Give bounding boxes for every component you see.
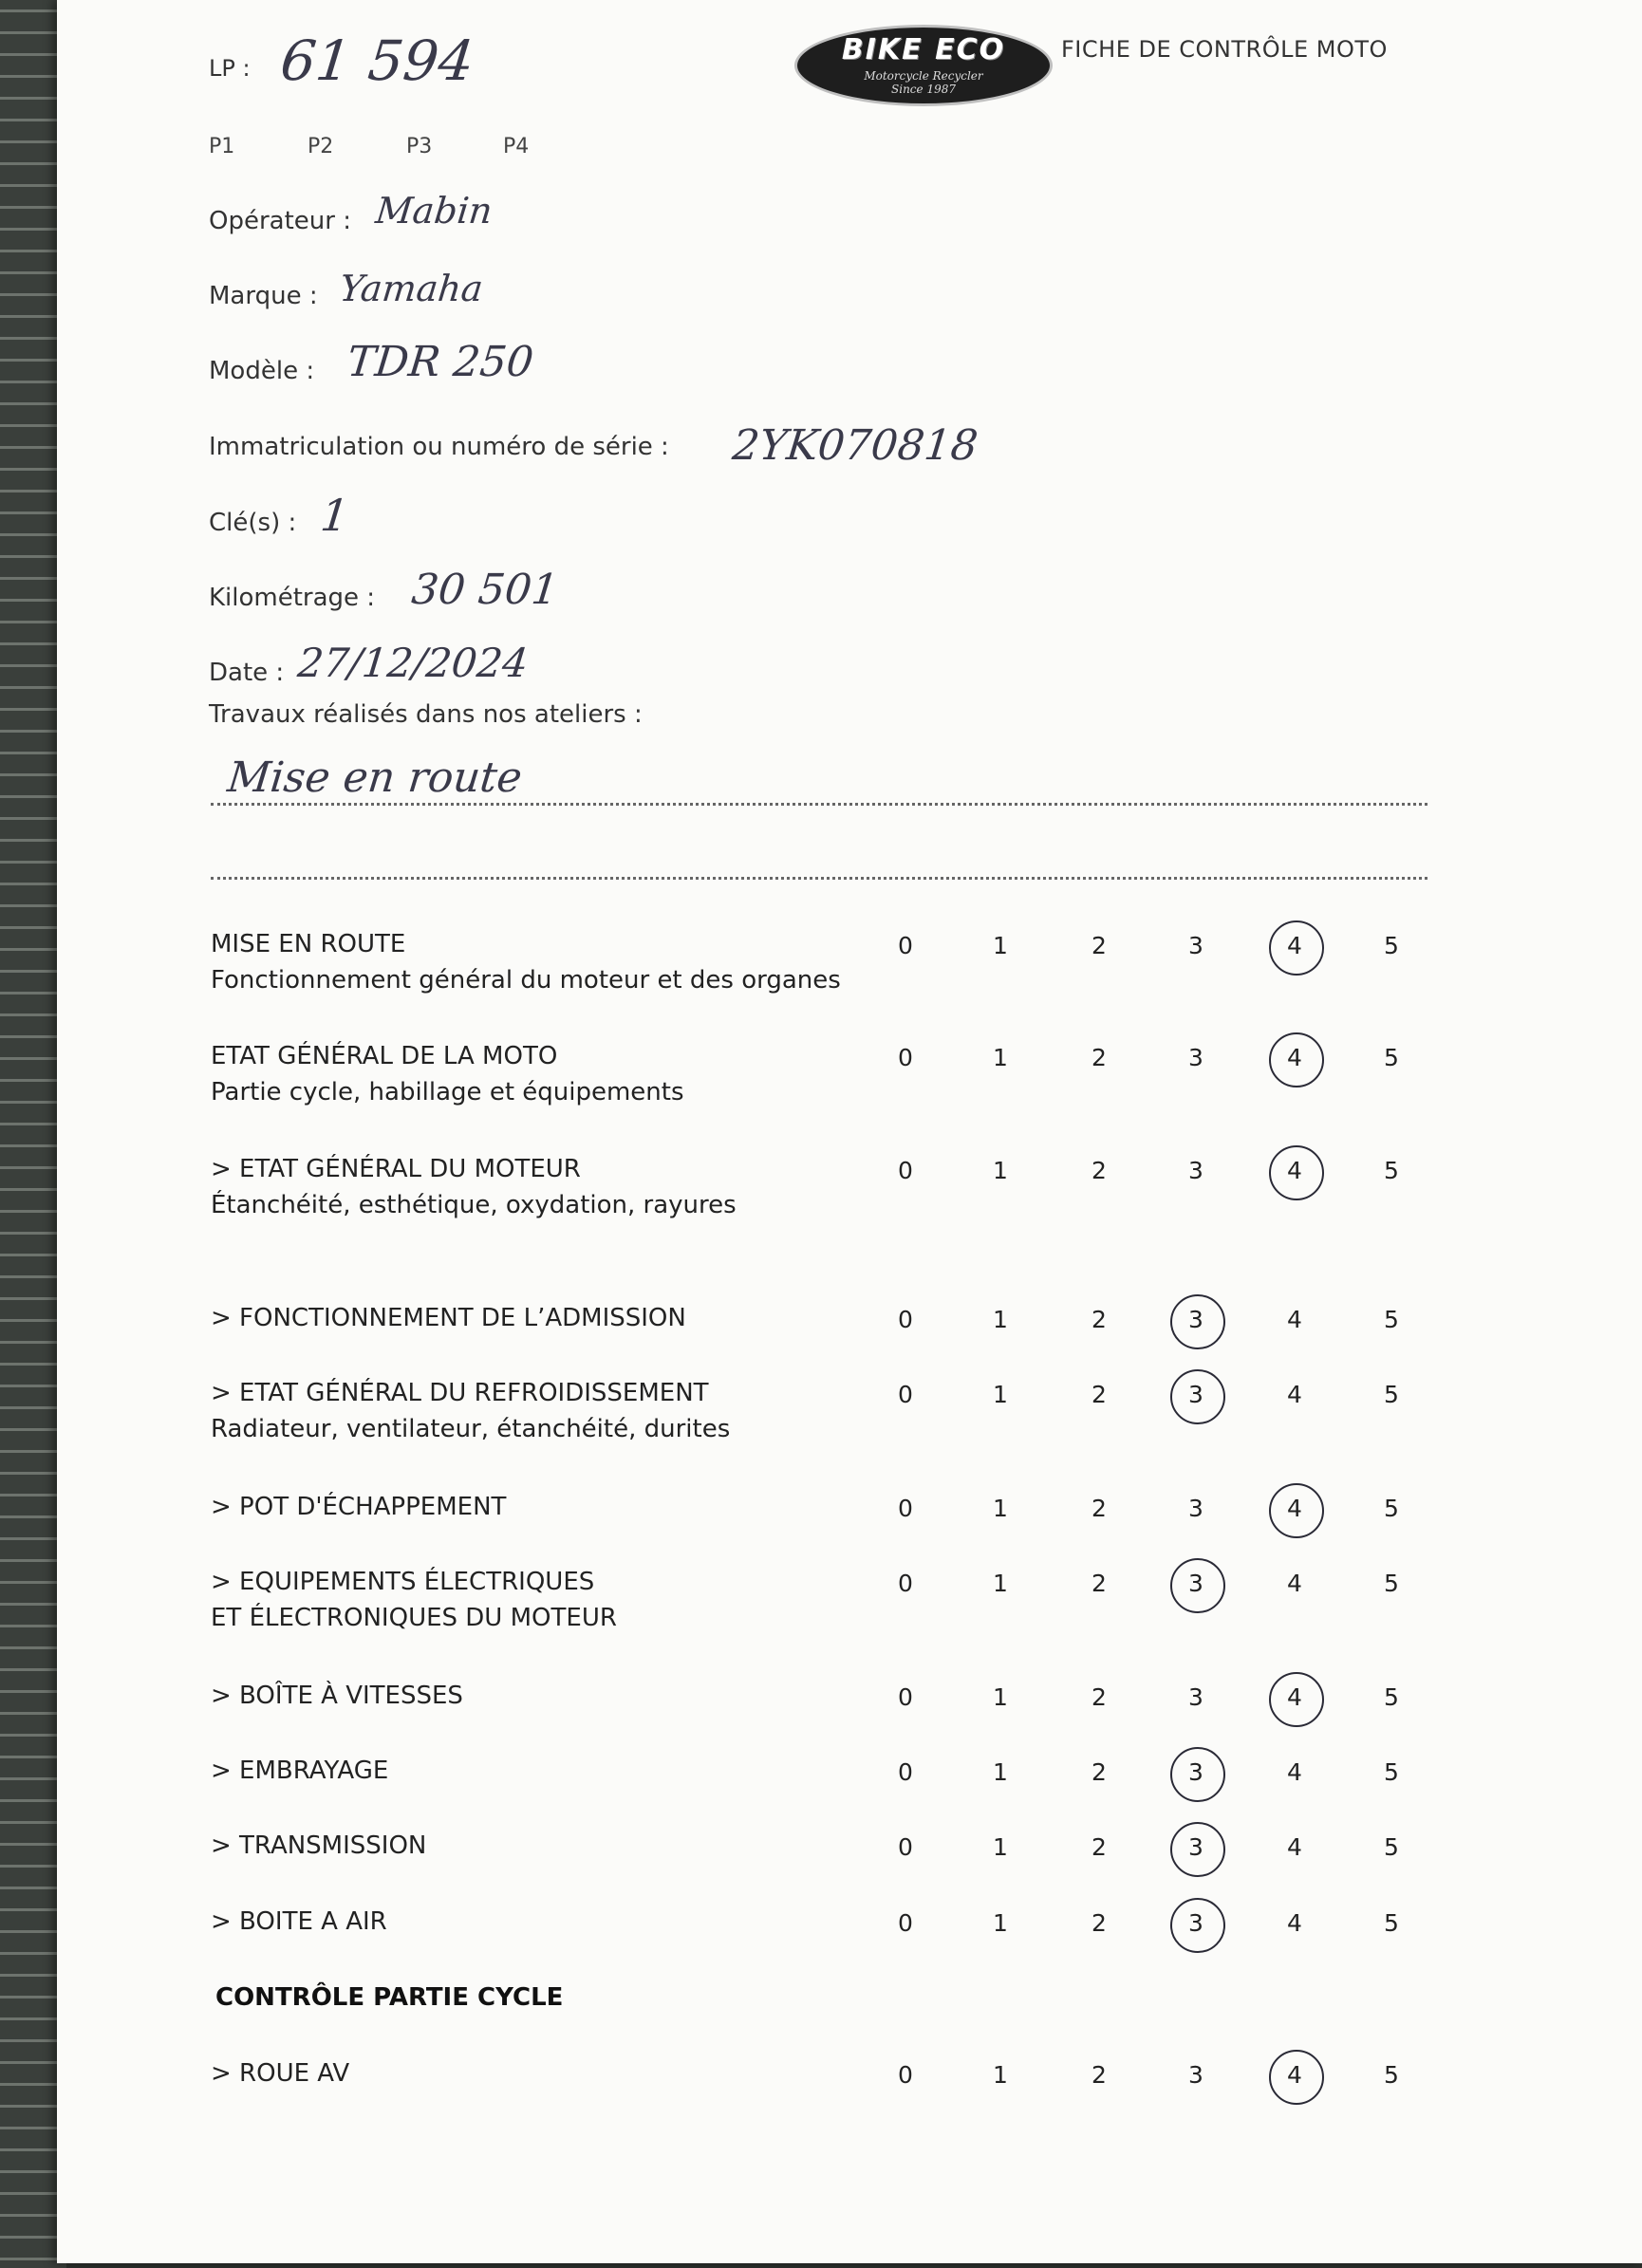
mileage-label: Kilométrage : [209, 584, 376, 612]
position-p4: P4 [503, 135, 530, 158]
score-option-5[interactable]: 5 [1384, 1758, 1399, 1786]
score-option-3[interactable]: 3 [1188, 932, 1204, 959]
score-option-2[interactable]: 2 [1092, 1381, 1107, 1408]
logo-tagline: Motorcycle Recycler [864, 69, 983, 83]
score-option-4[interactable]: 4 [1287, 1157, 1302, 1184]
rating-row-title: > BOITE A AIR [211, 1907, 387, 1936]
rating-row-title: > ETAT GÉNÉRAL DU MOTEUR [211, 1155, 581, 1183]
score-option-4[interactable]: 4 [1287, 1381, 1302, 1408]
selected-score-circle [1269, 2050, 1324, 2105]
works-label: Travaux réalisés dans nos ateliers : [209, 700, 643, 729]
score-option-4[interactable]: 4 [1287, 1909, 1302, 1937]
score-option-4[interactable]: 4 [1287, 1758, 1302, 1786]
date-value: 27/12/2024 [295, 640, 531, 686]
selected-score-circle [1269, 1483, 1324, 1538]
selected-score-circle [1269, 920, 1324, 976]
lp-label: LP : [209, 55, 251, 82]
works-value: Mise en route [225, 753, 525, 802]
rating-row-title: > BOÎTE À VITESSES [211, 1682, 463, 1710]
score-option-2[interactable]: 2 [1092, 1683, 1107, 1711]
brand-label: Marque : [209, 282, 318, 310]
rating-row-title: ETAT GÉNÉRAL DE LA MOTO [211, 1042, 558, 1070]
registration-value: 2YK070818 [730, 421, 980, 470]
brand-value: Yamaha [337, 268, 485, 309]
score-option-5[interactable]: 5 [1384, 1381, 1399, 1408]
section-heading-partie-cycle: CONTRÔLE PARTIE CYCLE [215, 1983, 564, 2012]
lp-value: 61 594 [277, 28, 477, 93]
rating-row-subtitle: ET ÉLECTRONIQUES DU MOTEUR [211, 1604, 617, 1632]
score-option-3[interactable]: 3 [1188, 1157, 1204, 1184]
score-option-0[interactable]: 0 [898, 1044, 913, 1071]
score-option-0[interactable]: 0 [898, 1683, 913, 1711]
score-option-1[interactable]: 1 [993, 1570, 1008, 1597]
selected-score-circle [1269, 1032, 1324, 1088]
selected-score-circle [1170, 1822, 1225, 1877]
score-option-2[interactable]: 2 [1092, 1833, 1107, 1861]
score-option-3[interactable]: 3 [1188, 1381, 1204, 1408]
position-p3: P3 [406, 135, 433, 158]
registration-label: Immatriculation ou numéro de série : [209, 433, 669, 461]
score-option-4[interactable]: 4 [1287, 1495, 1302, 1522]
score-option-0[interactable]: 0 [898, 1157, 913, 1184]
date-label: Date : [209, 659, 285, 687]
score-option-2[interactable]: 2 [1092, 1758, 1107, 1786]
score-option-5[interactable]: 5 [1384, 1495, 1399, 1522]
score-option-5[interactable]: 5 [1384, 932, 1399, 959]
rating-row-subtitle: Fonctionnement général du moteur et des organes [211, 966, 841, 995]
score-option-4[interactable]: 4 [1287, 1570, 1302, 1597]
logo-name: BIKE ECO [841, 33, 1006, 66]
score-option-3[interactable]: 3 [1188, 1044, 1204, 1071]
rating-row-title: > POT D'ÉCHAPPEMENT [211, 1493, 507, 1521]
works-line-1 [211, 803, 1427, 806]
keys-value: 1 [318, 490, 352, 541]
operator-value: Mabin [373, 190, 494, 232]
score-option-5[interactable]: 5 [1384, 1044, 1399, 1071]
selected-score-circle [1170, 1898, 1225, 1953]
score-option-3[interactable]: 3 [1188, 1683, 1204, 1711]
selected-score-circle [1170, 1747, 1225, 1802]
model-label: Modèle : [209, 357, 315, 385]
rating-row-title: MISE EN ROUTE [211, 930, 406, 958]
control-sheet [57, 0, 1642, 2263]
rating-row-title: > EMBRAYAGE [211, 1757, 389, 1785]
score-option-3[interactable]: 3 [1188, 1495, 1204, 1522]
score-option-1[interactable]: 1 [993, 2061, 1008, 2089]
score-option-1[interactable]: 1 [993, 1683, 1008, 1711]
score-option-5[interactable]: 5 [1384, 1909, 1399, 1937]
document-title: FICHE DE CONTRÔLE MOTO [1061, 36, 1388, 63]
rating-row-subtitle: Partie cycle, habillage et équipements [211, 1078, 684, 1106]
score-option-1[interactable]: 1 [993, 1306, 1008, 1333]
bike-eco-logo [794, 25, 1053, 106]
score-option-2[interactable]: 2 [1092, 932, 1107, 959]
score-option-4[interactable]: 4 [1287, 2061, 1302, 2089]
score-option-0[interactable]: 0 [898, 1570, 913, 1597]
rating-row-title: > TRANSMISSION [211, 1831, 427, 1860]
score-option-1[interactable]: 1 [993, 1833, 1008, 1861]
score-option-1[interactable]: 1 [993, 1909, 1008, 1937]
model-value: TDR 250 [345, 338, 536, 386]
score-option-2[interactable]: 2 [1092, 1495, 1107, 1522]
works-line-2 [211, 877, 1427, 880]
score-option-0[interactable]: 0 [898, 1306, 913, 1333]
position-p2: P2 [308, 135, 334, 158]
score-option-3[interactable]: 3 [1188, 1306, 1204, 1333]
score-option-2[interactable]: 2 [1092, 2061, 1107, 2089]
selected-score-circle [1170, 1558, 1225, 1613]
score-option-4[interactable]: 4 [1287, 1306, 1302, 1333]
rating-row-title: > ETAT GÉNÉRAL DU REFROIDISSEMENT [211, 1379, 709, 1407]
keys-label: Clé(s) : [209, 509, 297, 537]
score-option-0[interactable]: 0 [898, 1495, 913, 1522]
score-option-4[interactable]: 4 [1287, 1833, 1302, 1861]
score-option-5[interactable]: 5 [1384, 1683, 1399, 1711]
logo-since: Since 1987 [891, 83, 956, 96]
selected-score-circle [1170, 1369, 1225, 1424]
score-option-0[interactable]: 0 [898, 1381, 913, 1408]
score-option-1[interactable]: 1 [993, 1157, 1008, 1184]
score-option-3[interactable]: 3 [1188, 2061, 1204, 2089]
rating-row-subtitle: Radiateur, ventilateur, étanchéité, durites [211, 1415, 731, 1443]
score-option-1[interactable]: 1 [993, 1495, 1008, 1522]
score-option-3[interactable]: 3 [1188, 1570, 1204, 1597]
rating-row-subtitle: Étanchéité, esthétique, oxydation, rayures [211, 1191, 737, 1219]
score-option-2[interactable]: 2 [1092, 1909, 1107, 1937]
position-p1: P1 [209, 135, 235, 158]
score-option-0[interactable]: 0 [898, 1758, 913, 1786]
score-option-3[interactable]: 3 [1188, 1833, 1204, 1861]
mileage-value: 30 501 [409, 566, 561, 614]
score-option-2[interactable]: 2 [1092, 1044, 1107, 1071]
score-option-1[interactable]: 1 [993, 1381, 1008, 1408]
score-option-0[interactable]: 0 [898, 1909, 913, 1937]
score-option-2[interactable]: 2 [1092, 1306, 1107, 1333]
score-option-2[interactable]: 2 [1092, 1157, 1107, 1184]
score-option-1[interactable]: 1 [993, 1044, 1008, 1071]
score-option-4[interactable]: 4 [1287, 1683, 1302, 1711]
selected-score-circle [1269, 1145, 1324, 1200]
selected-score-circle [1269, 1672, 1324, 1727]
selected-score-circle [1170, 1294, 1225, 1349]
score-option-5[interactable]: 5 [1384, 1833, 1399, 1861]
score-option-0[interactable]: 0 [898, 2061, 913, 2089]
score-option-3[interactable]: 3 [1188, 1758, 1204, 1786]
score-option-1[interactable]: 1 [993, 1758, 1008, 1786]
rating-row-title: > ROUE AV [211, 2059, 350, 2088]
score-option-4[interactable]: 4 [1287, 1044, 1302, 1071]
score-option-1[interactable]: 1 [993, 932, 1008, 959]
score-option-5[interactable]: 5 [1384, 2061, 1399, 2089]
score-option-2[interactable]: 2 [1092, 1570, 1107, 1597]
score-option-0[interactable]: 0 [898, 932, 913, 959]
score-option-0[interactable]: 0 [898, 1833, 913, 1861]
score-option-4[interactable]: 4 [1287, 932, 1302, 959]
score-option-5[interactable]: 5 [1384, 1570, 1399, 1597]
rating-row-title: > FONCTIONNEMENT DE L’ADMISSION [211, 1304, 686, 1332]
score-option-3[interactable]: 3 [1188, 1909, 1204, 1937]
score-option-5[interactable]: 5 [1384, 1306, 1399, 1333]
rating-row-title: > EQUIPEMENTS ÉLECTRIQUES [211, 1568, 595, 1596]
score-option-5[interactable]: 5 [1384, 1157, 1399, 1184]
operator-label: Opérateur : [209, 207, 351, 235]
